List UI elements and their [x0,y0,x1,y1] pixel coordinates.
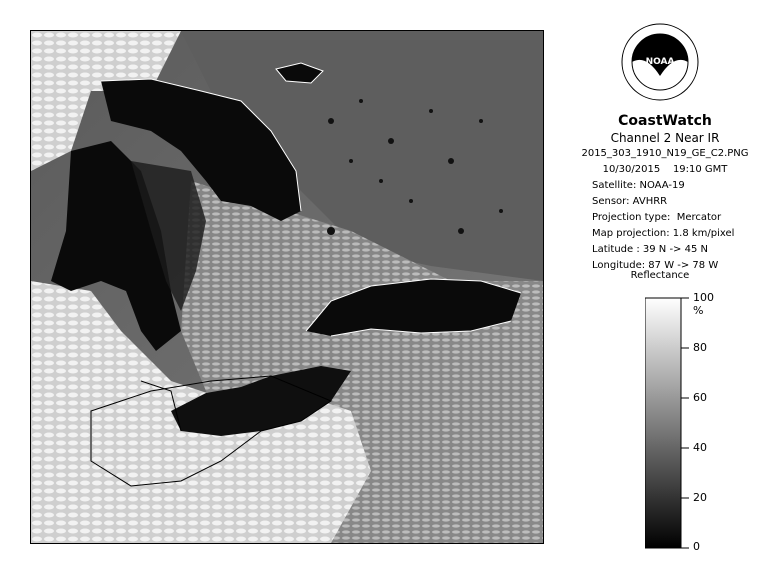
scale-tick-80: 80 [693,341,707,354]
map-projection-label: Map projection: 1.8 km/pixel [592,228,735,239]
channel-label: Channel 2 Near IR [610,131,720,145]
scale-tick-40: 40 [693,441,707,454]
reflectance-scale [645,291,715,553]
time: 19:10 GMT [672,164,728,175]
filename: 2015_303_1910_N19_GE_C2.PNG [581,148,749,159]
datetime-row [560,162,770,178]
projection-type-label: Projection type: Mercator [592,212,722,223]
scale-tick-100: 100 % [693,291,714,317]
satellite-image [30,30,544,544]
sensor-label: Sensor: AVHRR [592,196,668,207]
product-title: CoastWatch [618,113,712,129]
scale-bar [645,298,681,548]
noaa-logo [620,14,700,110]
date: 10/30/2015 [602,164,661,175]
satellite-label: Satellite: NOAA-19 [592,180,685,191]
svg-text:NOAA: NOAA [645,57,675,67]
scale-unit: % [693,304,704,317]
scale-tick-20: 20 [693,491,707,504]
longitude-label: Longitude: 87 W -> 78 W [592,260,719,271]
scale-tick-60: 60 [693,391,707,404]
scale-tick-0: 0 [693,540,700,553]
metadata-panel [560,112,770,274]
scale-title: Reflectance [630,270,690,281]
latitude-label: Latitude : 39 N -> 45 N [592,244,708,255]
